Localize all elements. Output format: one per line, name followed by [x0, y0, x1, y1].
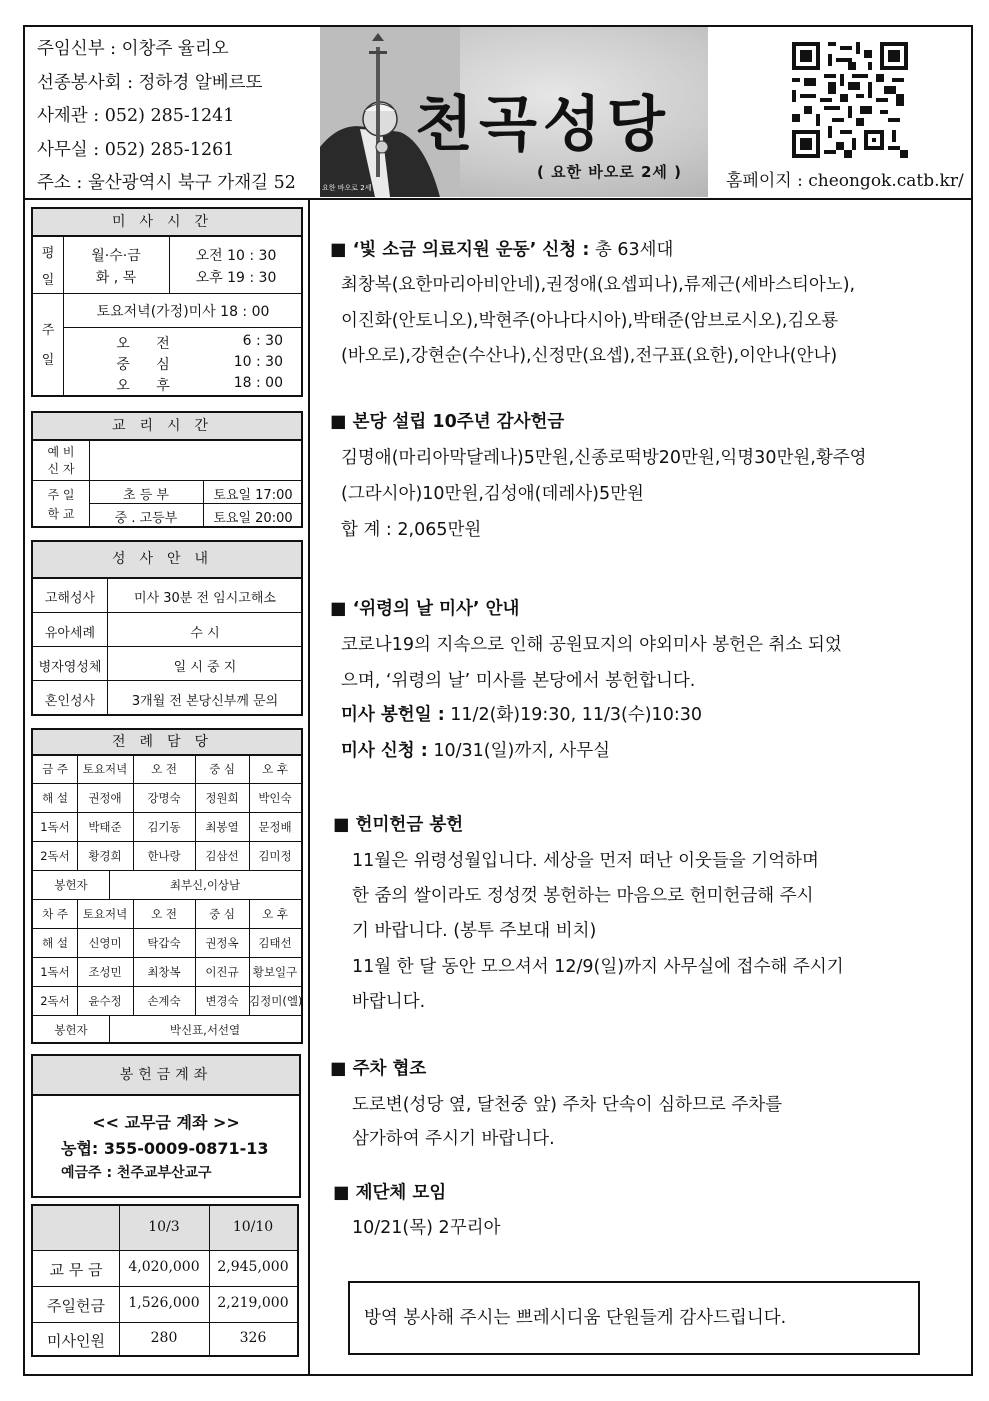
liturgy-rule [33, 812, 301, 813]
liturgy-next_week-r1-c3: 권정옥 [205, 936, 239, 950]
sunday-row-1-b: 전 [156, 336, 170, 352]
parish-info [37, 33, 317, 201]
liturgy-rule [33, 986, 301, 987]
notice-1-line-1: 최창복(요한마리아비안네),권정애(요셉피나),류제근(세바스티아노), [341, 275, 856, 295]
liturgy-this_week-r1-c3: 정원희 [205, 791, 239, 805]
sunday-row-2-b: 심 [156, 357, 170, 373]
notice-2-line-2: (그라시아)10만원,김성애(데레사)5만원 [341, 484, 644, 504]
notice-3-apply: 10/31(일)까지, 사무실 [427, 741, 611, 761]
weekday-label-1: 평 [41, 246, 55, 261]
notice-3-line-2: 으며, ‘위령의 날’ 미사를 본당에서 봉헌합니다. [341, 671, 696, 691]
pre-catechumen-label-1: 예 비 [47, 445, 75, 459]
time-elementary: 토요일 17:00 [213, 488, 293, 503]
notice-3-date-label: 미사 봉헌일 : [341, 705, 445, 725]
sunday-row-2-time: 10 : 30 [233, 354, 283, 370]
liturgy-this_week-r2-c2: 김기동 [147, 820, 181, 834]
account-title: << 교무금 계좌 >> [92, 1113, 240, 1132]
liturgy-next_week-r0-c2: 오 전 [151, 907, 177, 921]
sunday-label-1: 주 [41, 323, 55, 338]
liturgy-rule [33, 841, 301, 842]
liturgy-header: 전례담당 [33, 730, 301, 756]
liturgy-this_week-offer-label: 봉헌자 [54, 878, 88, 892]
liturgy-this_week-r0-c4: 오 후 [262, 762, 288, 776]
sunday-row-3-time: 18 : 00 [233, 375, 283, 391]
finance-r0-c2: 10/10 [232, 1219, 274, 1235]
mass-times-header: 미사시간 [33, 209, 301, 237]
liturgy-next_week-offer-label: 봉헌자 [54, 1023, 88, 1037]
notice-4-line-4: 11월 한 달 동안 모으셔서 12/9(일)까지 사무실에 접수해 주시기 [352, 957, 844, 977]
liturgy-rule [33, 1015, 301, 1016]
sacrament-marriage-value: 3개월 전 본당신부께 문의 [131, 694, 279, 709]
notice-4-line-2: 한 줌의 쌀이라도 정성껏 봉헌하는 마음으로 헌미헌금해 주시 [352, 886, 814, 906]
liturgy-next_week-r2-c0: 1독서 [40, 965, 70, 979]
liturgy-this_week-r1-c2: 강명숙 [147, 791, 181, 805]
liturgy-next_week-r3-c4: 김정미(엘) [249, 994, 303, 1008]
weekday-days-2: 화 , 목 [95, 270, 137, 286]
liturgy-next_week-r1-c0: 해 설 [42, 936, 68, 950]
account-box [31, 1054, 301, 1198]
sunday-row-3-a: 오 [116, 378, 130, 394]
account-bank: 농협: 355-0009-0871-13 [61, 1139, 269, 1158]
notice-2-title: ■ 본당 설립 10주년 감사헌금 [330, 412, 565, 432]
catechism-header: 교리시간 [33, 413, 301, 441]
finance-r3-c0: 미사인원 [47, 1331, 105, 1350]
liturgy-this_week-r3-c1: 황경희 [88, 849, 122, 863]
parish-subtitle: ( 요한 바오로 2세 ) [537, 163, 682, 181]
sacraments-table [31, 540, 303, 716]
account-header: 봉헌금계좌 [33, 1056, 299, 1096]
mass-times-table [31, 207, 303, 397]
liturgy-rule [33, 870, 301, 871]
finance-r3-c2: 326 [239, 1329, 267, 1346]
liturgy-this_week-r2-c4: 문정배 [258, 820, 292, 834]
sunday-school-label-1: 주 일 [47, 488, 75, 502]
liturgy-next_week-r0-c3: 중 심 [209, 907, 235, 921]
liturgy-rule [33, 957, 301, 958]
liturgy-this_week-offer-value: 최부신,이상남 [169, 878, 241, 892]
sacrament-sick-value: 일 시 중 지 [173, 660, 237, 675]
notice-3-apply-label: 미사 신청 : [341, 741, 428, 761]
weekday-label-2: 일 [41, 273, 55, 288]
finance-rule [33, 1286, 297, 1287]
notice-1-title: ■ ‘빛 소금 의료지원 운동’ 신청 : [330, 240, 590, 260]
finance-table [31, 1204, 299, 1357]
sunday-row-1-time: 6 : 30 [242, 333, 283, 349]
finance-r2-c2: 2,219,000 [217, 1295, 289, 1311]
sacrament-sick-label: 병자영성체 [38, 660, 102, 675]
liturgy-next_week-r3-c3: 변경숙 [205, 994, 239, 1008]
sunday-row-2-a: 중 [116, 357, 130, 373]
notice-3-line-1: 코로나19의 지속으로 인해 공원묘지의 야외미사 봉헌은 취소 되었 [341, 635, 842, 655]
liturgy-next_week-r2-c2: 최창복 [147, 965, 181, 979]
notice-2-total: 합 계 : 2,065만원 [341, 520, 482, 540]
liturgy-rule [33, 783, 301, 784]
sacrament-confession-value: 미사 30분 전 임시고해소 [134, 591, 276, 606]
qr-code-icon [792, 42, 908, 158]
liturgy-next_week-r0-c4: 오 후 [262, 907, 288, 921]
liturgy-next_week-offer-value: 박신표,서선열 [169, 1023, 241, 1037]
notice-4-line-3: 기 바랍니다. (봉투 주보대 비치) [352, 921, 597, 941]
finance-rule [33, 1250, 297, 1251]
liturgy-this_week-r1-c4: 박인숙 [258, 791, 292, 805]
liturgy-this_week-r2-c0: 1독서 [40, 820, 70, 834]
notice-4-line-1: 11월은 위령성월입니다. 세상을 먼저 떠난 이웃들을 기억하며 [352, 851, 819, 871]
liturgy-next_week-r2-c4: 황보일구 [252, 965, 298, 979]
liturgy-next_week-r2-c1: 조성민 [88, 965, 122, 979]
notice-1-line-3: (바오로),강현순(수산나),신정만(요셉),전구표(요한),이안나(안나) [341, 346, 838, 366]
notice-5-line-2: 삼가하여 주시기 바랍니다. [352, 1129, 555, 1149]
liturgy-this_week-r1-c1: 권정애 [88, 791, 122, 805]
finance-r0-c1: 10/3 [148, 1219, 180, 1235]
liturgy-next_week-r0-c1: 토요저녁 [82, 907, 128, 921]
saturday-mass: 토요저녁(가정)미사 18 : 00 [96, 304, 270, 320]
council-line: 선종봉사회 : 정하경 알베르또 [37, 72, 263, 93]
liturgy-this_week-r3-c4: 김미정 [258, 849, 292, 863]
liturgy-next_week-r3-c2: 손계숙 [147, 994, 181, 1008]
notice-3-apply-line [341, 737, 610, 762]
finance-r2-c1: 1,526,000 [128, 1295, 200, 1311]
sacrament-baptism-label: 유아세례 [44, 626, 96, 641]
notice-3-date-line [341, 701, 702, 726]
notice-3-date: 11/2(화)19:30, 11/3(수)10:30 [444, 705, 702, 725]
time-secondary: 토요일 20:00 [213, 511, 293, 526]
pre-catechumen-label-2: 신 자 [47, 462, 75, 476]
liturgy-this_week-r3-c0: 2독서 [40, 849, 70, 863]
notice-2-line-1: 김명애(마리아막달레나)5만원,신종로떡방20만원,익명30만원,황주영 [341, 448, 867, 468]
thanks-box: 방역 봉사해 주시는 쁘레시디움 단원들게 감사드립니다. [348, 1281, 920, 1355]
banner-caption: 요한 바오로 2세 [322, 184, 372, 192]
liturgy-this_week-r2-c3: 최봉열 [205, 820, 239, 834]
notice-3-title: ■ ‘위령의 날 미사’ 안내 [330, 599, 520, 619]
liturgy-rule [33, 928, 301, 929]
account-holder: 예금주 : 천주교부산교구 [61, 1165, 212, 1181]
parish-banner [320, 27, 708, 197]
grade-secondary: 중 . 고등부 [114, 511, 178, 526]
parish-title: 천곡성당 [415, 90, 671, 160]
liturgy-this_week-r0-c2: 오 전 [151, 762, 177, 776]
weekday-days-1: 월·수·금 [91, 248, 141, 264]
liturgy-this_week-r1-c0: 해 설 [42, 791, 68, 805]
catechism-table [31, 411, 303, 528]
finance-r1-c1: 4,020,000 [128, 1259, 200, 1275]
notice-6-line-1: 10/21(목) 2꾸리아 [352, 1218, 501, 1238]
grade-elementary: 초 등 부 [123, 488, 169, 503]
liturgy-this_week-r0-c1: 토요저녁 [82, 762, 128, 776]
pastor-line: 주임신부 : 이창주 율리오 [37, 39, 229, 59]
notice-5-line-1: 도로변(성당 옆, 달천중 앞) 주차 단속이 심하므로 주차를 [352, 1095, 783, 1115]
liturgy-this_week-r0-c0: 금 주 [42, 762, 68, 776]
liturgy-this_week-r0-c3: 중 심 [209, 762, 235, 776]
liturgy-next_week-r0-c0: 차 주 [42, 907, 68, 921]
column-divider [308, 199, 310, 1376]
liturgy-table [31, 728, 303, 1044]
finance-r1-c0: 교 무 금 [49, 1261, 103, 1279]
liturgy-next_week-r2-c3: 이진규 [205, 965, 239, 979]
sacrament-marriage-label: 혼인성사 [44, 694, 96, 709]
office-line: 사무실 : 052) 285-1261 [37, 139, 235, 160]
sunday-label-2: 일 [41, 353, 55, 368]
liturgy-this_week-r3-c3: 김삼선 [205, 849, 239, 863]
notice-1-line-2: 이진화(안토니오),박현주(아나다시아),박태준(암브로시오),김오룡 [341, 311, 839, 331]
sunday-school-label-2: 학 교 [47, 507, 75, 521]
weekday-time-1: 오전 10 : 30 [195, 248, 277, 264]
liturgy-next_week-r1-c2: 탁갑숙 [147, 936, 181, 950]
rectory-line: 사제관 : 052) 285-1241 [37, 106, 235, 126]
liturgy-next_week-r1-c1: 신영미 [88, 936, 122, 950]
finance-r1-c2: 2,945,000 [217, 1259, 289, 1275]
weekday-time-2: 오후 19 : 30 [195, 270, 277, 286]
liturgy-rule [33, 899, 301, 900]
sacraments-header: 성사안내 [33, 542, 301, 579]
address-line: 주소 : 울산광역시 북구 가재길 52 [37, 173, 296, 193]
notice-1-count: 총 63세대 [589, 240, 674, 260]
homepage-url: 홈페이지 : cheongok.catb.kr/ [726, 171, 964, 191]
finance-rule [33, 1322, 297, 1323]
notice-4-title: ■ 헌미헌금 봉헌 [333, 815, 464, 835]
finance-r3-c1: 280 [150, 1329, 178, 1346]
liturgy-this_week-r3-c2: 한나랑 [147, 849, 181, 863]
sunday-row-1-a: 오 [116, 336, 130, 352]
sacrament-baptism-value: 수 시 [190, 626, 220, 641]
sacrament-confession-label: 고해성사 [44, 591, 96, 606]
notice-1-title-line [330, 236, 673, 261]
liturgy-next_week-r3-c1: 윤수정 [88, 994, 122, 1008]
liturgy-next_week-r3-c0: 2독서 [40, 994, 70, 1008]
finance-r2-c0: 주일헌금 [47, 1297, 105, 1315]
notice-6-title: ■ 제단체 모임 [333, 1183, 447, 1203]
liturgy-next_week-r1-c4: 김태선 [258, 936, 292, 950]
notice-4-line-5: 바랍니다. [352, 992, 426, 1012]
sunday-row-3-b: 후 [156, 378, 170, 394]
notice-5-title: ■ 주차 협조 [330, 1059, 427, 1079]
liturgy-this_week-r2-c1: 박태준 [88, 820, 122, 834]
